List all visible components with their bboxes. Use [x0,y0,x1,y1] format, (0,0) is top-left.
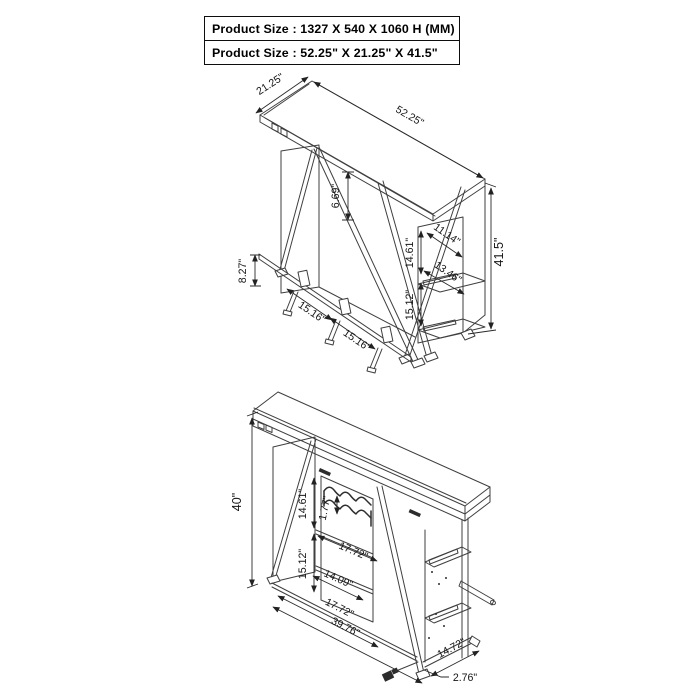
product-size-table [204,16,460,65]
dim-footrail-segment-2: 15.16" [340,327,373,354]
product-size-row-mm: Product Size : 1327 X 540 X 1060 H (MM) [212,21,455,36]
dim-upper-shelf-gap: 14.61" [297,488,309,520]
dim-apron-drop: 6.69" [330,183,342,209]
dim-overall-height: 41.5" [492,237,506,267]
dim-upper-shelf-gap: 14.61" [404,237,416,269]
dim-foot-height: 2.76" [452,672,478,684]
rear-view-drawing [225,390,655,690]
dim-overall-height: 40" [230,492,244,512]
front-view-drawing [215,71,525,395]
dim-middle-shelf-width: 17.72" [336,539,370,563]
front-view-structure [259,81,485,373]
dim-overall-length: 39.76" [329,615,362,640]
dim-top-depth: 21.25" [254,71,287,98]
dim-left-section-width: 17.72" [323,596,356,621]
dim-footrail-segment-1: 15.16" [295,299,328,326]
front-view-dimensions [237,71,506,354]
dim-shelf-width: 13.46" [431,258,464,287]
product-size-row-inch: Product Size : 52.25" X 21.25" X 41.5" [205,40,459,64]
dim-lower-shelf-gap: 15.12" [404,289,416,321]
dim-top-length: 52.25" [393,103,426,130]
dim-wine-rack-height: 1.77" [316,495,334,522]
dim-lower-shelf-gap: 15.12" [297,548,309,580]
dim-bottom-shelf-width: 14.09" [321,567,355,591]
dim-footrail-height: 8.27" [237,258,249,284]
dim-shelf-depth: 11.14" [431,221,463,248]
dim-side-depth: 14.72" [435,635,468,661]
